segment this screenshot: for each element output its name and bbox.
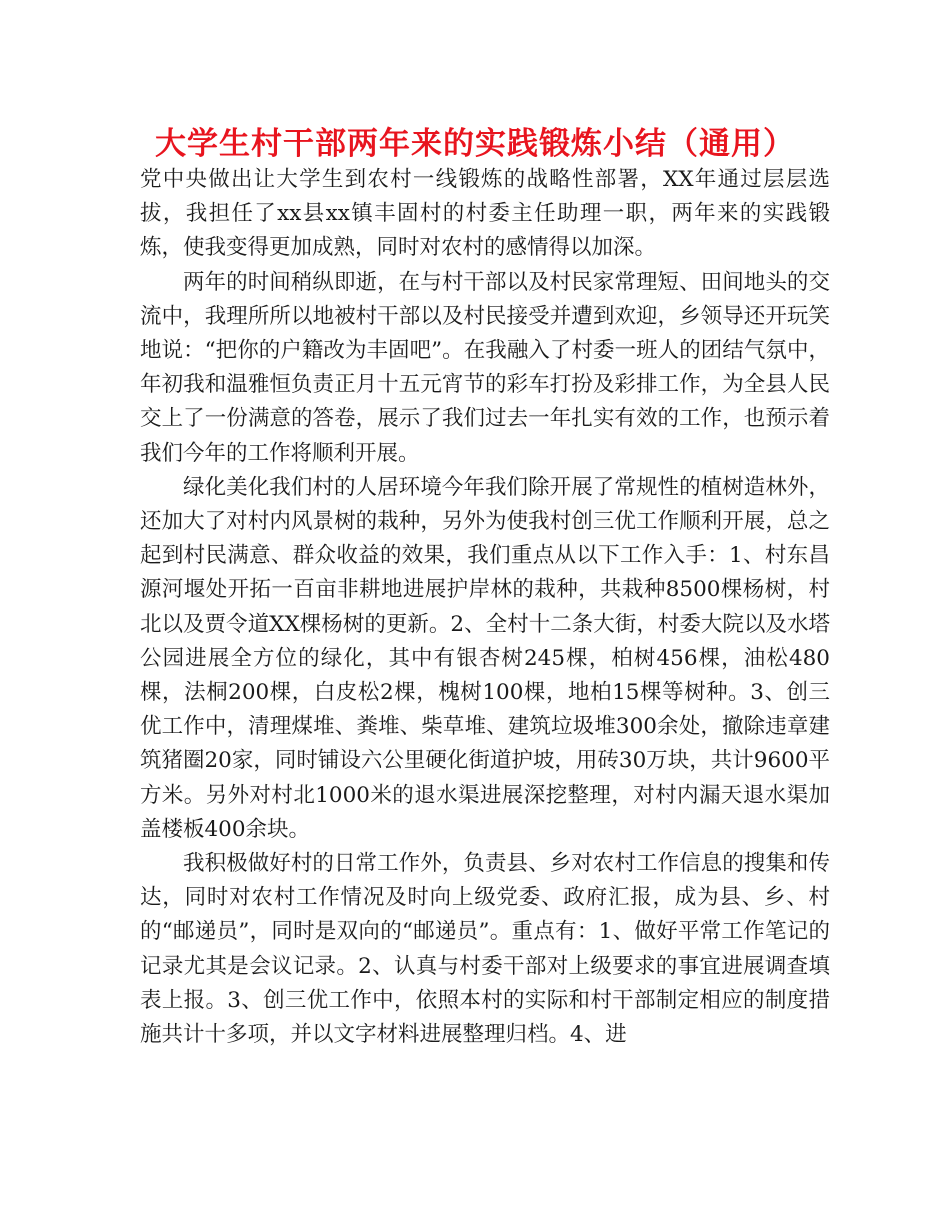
document-title: 大学生村干部两年来的实践锻炼小结（通用） <box>155 126 795 162</box>
paragraph-intro: 党中央做出让大学生到农村一线锻炼的战略性部署，XX年通过层层选拔，我担任了xx县xx镇丰固村的村委主任助理一职，两年来的实践锻炼，使我变得更加成熟，同时对农村的感情得以加深。 <box>140 167 830 261</box>
paragraph: 我积极做好村的日常工作外，负责县、乡对农村工作信息的搜集和传达，同时对农村工作情况及时向上级党委、政府汇报，成为县、乡、村的“邮递员”，同时是双向的“邮递员”。重点有：1、做好平常工作笔记的记录尤其是会议记录。2、认真与村委干部对上级要求的事宜进展调查填表上报。3、创三优工作中，依照本村的实际和村干部制定相应的制度措施共计十多项，并以文字材料进展整理归档。4、进 <box>140 851 830 1048</box>
paragraph: 两年的时间稍纵即逝，在与村干部以及村民家常理短、田间地头的交流中，我理所所以地被村干部以及村民接受并遭到欢迎，乡领导还开玩笑地说：“把你的户籍改为丰固吧”。在我融入了村委一班人的团结气氛中，年初我和温雅恒负责正月十五元宵节的彩车打扮及彩排工作，为全县人民交上了一份满意的答卷，展示了我们过去一年扎实有效的工作，也预示着我们今年的工作将顺利开展。 <box>140 269 830 466</box>
paragraph: 绿化美化我们村的人居环境今年我们除开展了常规性的植树造林外，还加大了对村内风景树的栽种，另外为使我村创三优工作顺利开展，总之起到村民满意、群众收益的效果，我们重点从以下工作入手：1、村东昌源河堰处开拓一百亩非耕地进展护岸林的栽种，共栽种8500棵杨树，村北以及贾令道XX棵杨树的更新。2、全村十二条大街，村委大院以及水塔公园进展全方位的绿化，其中有银杏树245棵，柏树456棵，油松480棵，法桐200棵，白皮松2棵，槐树100棵，地柏15棵等树种。3、创三优工作中，清理煤堆、粪堆、柴草堆、建筑垃圾堆300余处，撤除违章建筑猪圈20家，同时铺设六公里硬化街道护坡，用砖30万块，共计9600平方米。另外对村北1000米的退水渠进展深挖整理，对村内漏天退水渠加盖楼板400余块。 <box>140 474 830 842</box>
document-body <box>140 163 830 1052</box>
